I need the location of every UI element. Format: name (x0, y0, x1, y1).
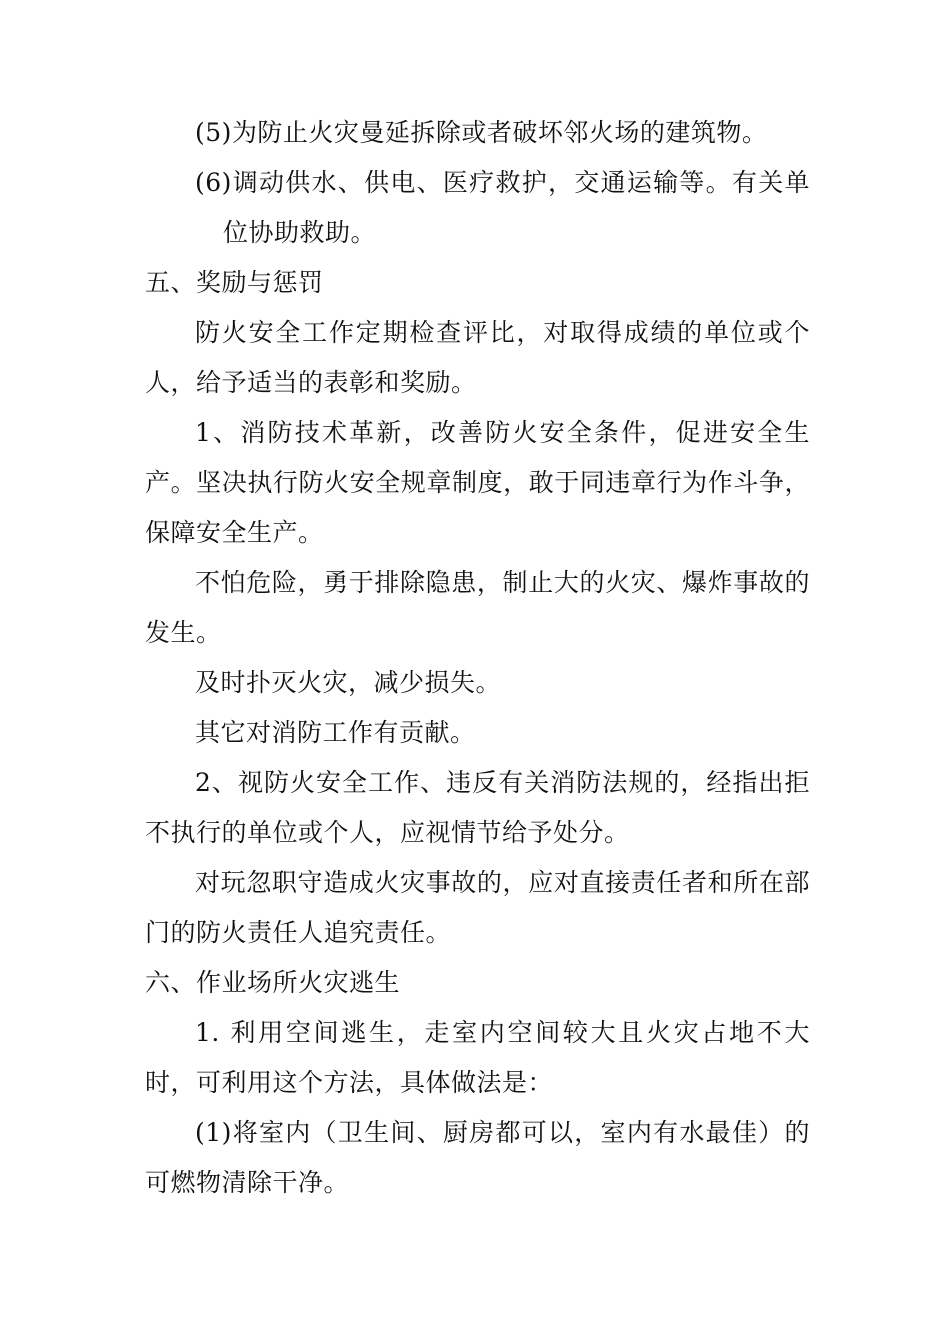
paragraph-reward-extinguish: 及时扑灭火灾，减少损失。 (195, 668, 502, 697)
paragraph-rewards-intro: 防火安全工作定期检查评比，对取得成绩的单位或个人，给予适当的表彰和奖励。 (145, 318, 810, 397)
paragraph-reward-hazard: 不怕危险，勇于排除隐患，制止大的火灾、爆炸事故的发生。 (145, 568, 810, 647)
paragraph-penalty-2: 2、视防火安全工作、违反有关消防法规的，经指出拒不执行的单位或个人，应视情节给予处分。 (145, 768, 810, 847)
paragraph-escape-1: 1. 利用空间逃生，走室内空间较大且火灾占地不大时，可利用这个方法，具体做法是： (145, 1018, 810, 1097)
paragraph-escape-1-1: (1)将室内（卫生间、厨房都可以，室内有水最佳）的可燃物清除干净。 (145, 1118, 810, 1197)
paragraph-reward-other: 其它对消防工作有贡献。 (195, 718, 476, 747)
document-body (145, 108, 810, 1208)
paragraph-penalty-negligence: 对玩忽职守造成火灾事故的，应对直接责任者和所在部门的防火责任人追究责任。 (145, 868, 810, 947)
section-heading-fire-escape: 六、作业场所火灾逃生 (145, 968, 401, 997)
paragraph-reward-1: 1、消防技术革新，改善防火安全条件，促进安全生产。坚决执行防火安全规章制度，敢于同违章行为作斗争，保障安全生产。 (145, 418, 810, 547)
paragraph-item-6: (6)调动供水、供电、医疗救护，交通运输等。有关单位协助救助。 (195, 168, 810, 247)
section-heading-rewards-penalties: 五、奖励与惩罚 (145, 268, 324, 297)
paragraph-item-5: (5)为防止火灾曼延拆除或者破坏邻火场的建筑物。 (195, 118, 768, 147)
